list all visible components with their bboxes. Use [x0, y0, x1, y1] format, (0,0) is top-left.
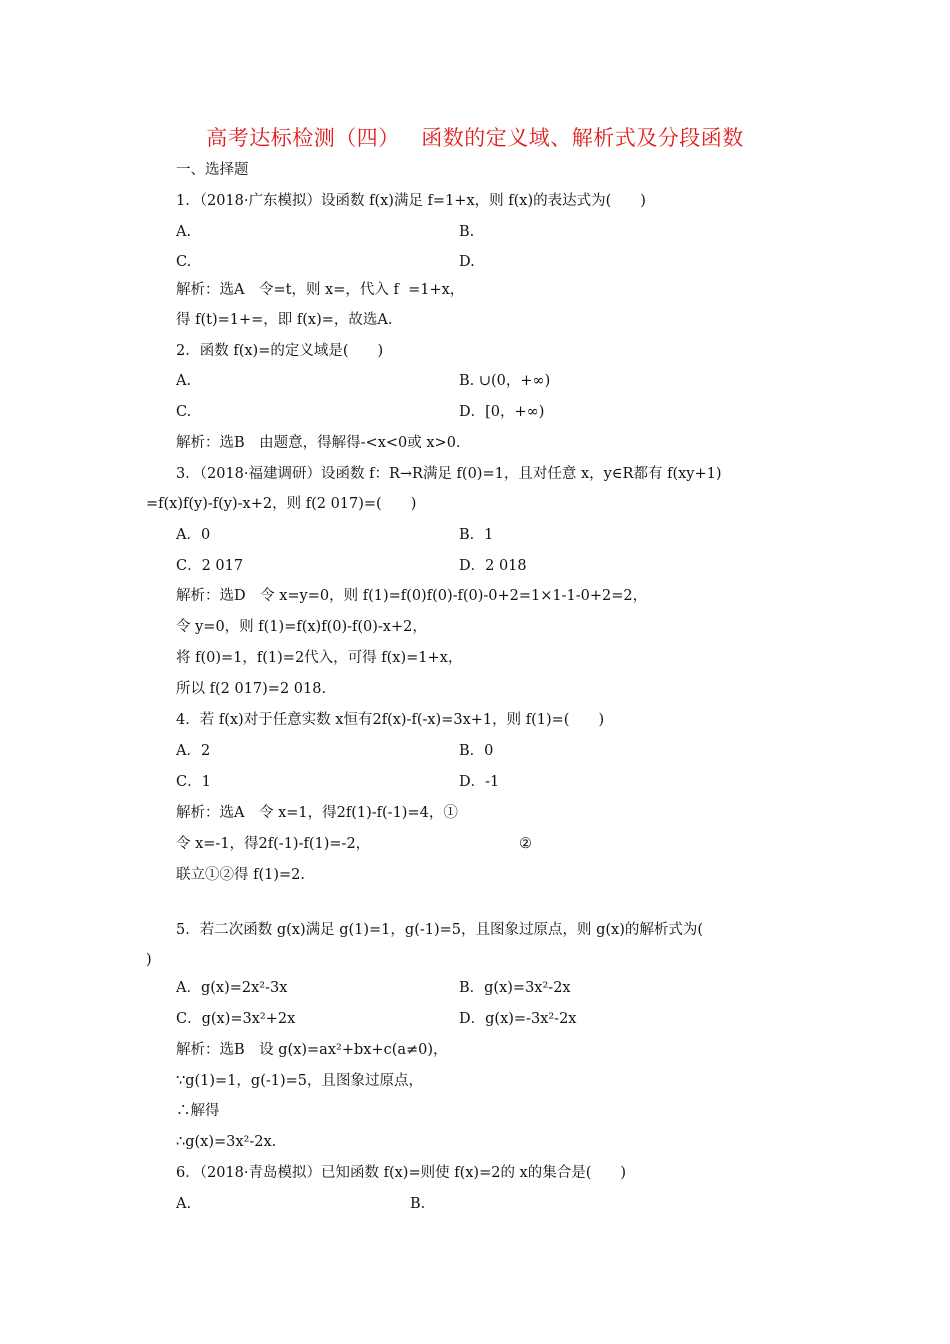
- question-4-solution-line-1: 解析：选A 令 x=1，得2f(1)-f(-1)=4，①: [176, 805, 458, 821]
- question-3-solution-line-1: 解析：选D 令 x=y=0，则 f(1)=f(0)f(0)-f(0)-0+2=1×1-1-0+2=2，: [176, 588, 648, 604]
- question-6-option-a: A.: [176, 1196, 192, 1212]
- section-heading: 一、选择题: [176, 162, 249, 178]
- question-3-option-d: D．2 018: [459, 558, 527, 574]
- question-3-solution-line-2: 令 y=0，则 f(1)=f(x)f(0)-f(0)-x+2，: [176, 619, 427, 635]
- question-2-option-d: D．[0，+∞): [459, 404, 545, 420]
- question-1-option-c: C.: [176, 254, 192, 270]
- question-4-option-b: B．0: [459, 743, 494, 759]
- question-4-stem: 4．若 f(x)对于任意实数 x恒有2f(x)-f(-x)=3x+1，则 f(1)=( ): [176, 712, 605, 728]
- question-4-option-d: D．-1: [459, 774, 500, 790]
- question-5-option-d: D．g(x)=-3x²-2x: [459, 1011, 577, 1027]
- question-5-solution-line-1: 解析：选B 设 g(x)=ax²+bx+c(a≠0)，: [176, 1042, 448, 1058]
- question-2-option-a: A.: [176, 373, 192, 389]
- question-1-solution-line-2: 得 f(t)=1+=，即 f(x)=，故选A.: [176, 312, 393, 328]
- question-4-option-c: C．1: [176, 774, 211, 790]
- question-4-option-a: A．2: [176, 743, 211, 759]
- question-1-stem: 1．（2018·广东模拟）设函数 f(x)满足 f=1+x，则 f(x)的表达式为( ): [176, 193, 646, 209]
- question-6-stem: 6．（2018·青岛模拟）已知函数 f(x)=则使 f(x)=2的 x的集合是( ): [176, 1165, 627, 1181]
- question-5-solution-line-2: ∵g(1)=1，g(-1)=5，且图象过原点，: [176, 1073, 424, 1089]
- question-1-option-a: A.: [176, 224, 192, 240]
- question-3-stem-line-2: =f(x)f(y)-f(y)-x+2，则 f(2 017)=( ): [146, 496, 417, 512]
- question-5-option-a: A．g(x)=2x²-3x: [176, 980, 288, 996]
- question-4-equation-marker: ②: [519, 836, 532, 852]
- question-3-option-b: B．1: [459, 527, 494, 543]
- question-5-option-b: B．g(x)=3x²-2x: [459, 980, 571, 996]
- question-6-option-b: B.: [410, 1196, 426, 1212]
- question-3-option-c: C．2 017: [176, 558, 244, 574]
- question-2-option-b: B. ∪(0，+∞): [459, 373, 551, 389]
- question-2-solution-line-1: 解析：选B 由题意，得解得-<x<0或 x>0.: [176, 435, 461, 451]
- question-3-solution-line-4: 所以 f(2 017)=2 018.: [176, 681, 327, 697]
- question-1-option-d: D.: [459, 254, 475, 270]
- question-3-option-a: A．0: [176, 527, 211, 543]
- question-2-stem: 2．函数 f(x)=的定义域是( ): [176, 343, 384, 359]
- question-5-option-c: C．g(x)=3x²+2x: [176, 1011, 296, 1027]
- question-1-solution-line-1: 解析：选A 令=t，则 x=，代入 f =1+x，: [176, 282, 465, 298]
- question-3-stem-line-1: 3．（2018·福建调研）设函数 f：R→R满足 f(0)=1，且对任意 x，y∈R都有 f(xy+1): [176, 466, 722, 482]
- question-4-solution-line-2: 令 x=-1，得2f(-1)-f(1)=-2，: [176, 836, 371, 852]
- question-3-solution-line-3: 将 f(0)=1，f(1)=2代入，可得 f(x)=1+x，: [176, 650, 463, 666]
- question-4-solution-line-3: 联立①②得 f(1)=2.: [176, 867, 305, 883]
- question-5-solution-line-4: ∴g(x)=3x²-2x.: [176, 1134, 277, 1150]
- question-5-solution-line-3: ∴解得: [176, 1103, 220, 1119]
- question-5-stem-line-1: 5．若二次函数 g(x)满足 g(1)=1，g(-1)=5，且图象过原点，则 g(x)的解析式为(: [176, 922, 704, 938]
- question-2-option-c: C.: [176, 404, 192, 420]
- page-title: 高考达标检测（四） 函数的定义域、解析式及分段函数: [206, 126, 744, 150]
- question-1-option-b: B.: [459, 224, 475, 240]
- question-5-stem-line-2: ): [146, 952, 152, 968]
